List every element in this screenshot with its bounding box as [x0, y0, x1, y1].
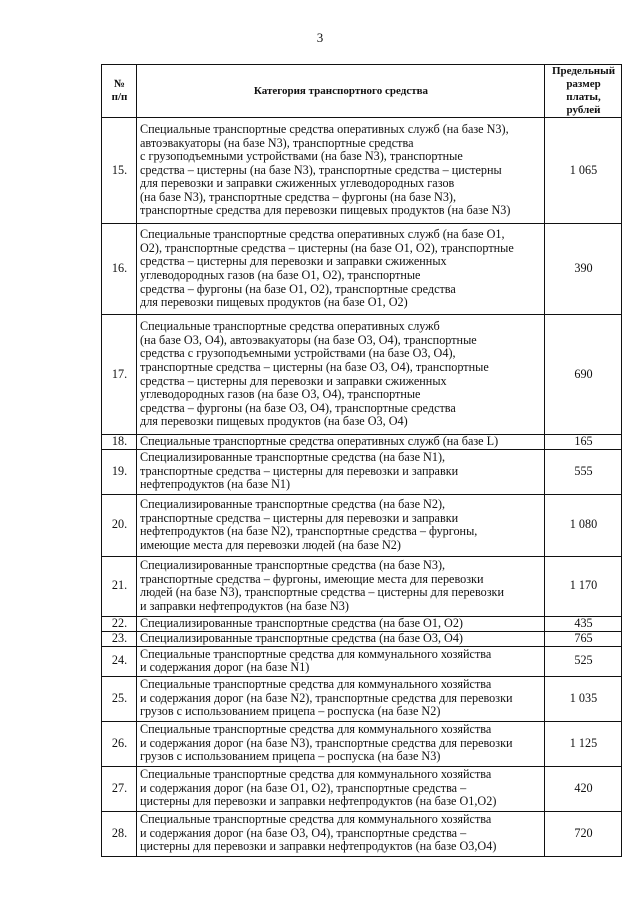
row-price: 1 125 [545, 721, 622, 766]
row-category: Специальные транспортные средства оперативных служб (на базе O3, O4), автоэвакуаторы (на базе O3, O4), транспортные средства с грузоподъемными устройствами (на базе O3, O4), транспортные средства – цистерны (на базе O3, O4), транспортные средства – цистерны для перевозки и заправки сжиженных углеводородных газов (на базе O3, O4), транспортные средства – фургоны (на базе O3, O4), транспортные средства для перевозки пищевых продуктов (на базе O3, O4) [137, 315, 545, 435]
table-row [102, 224, 622, 315]
tariff-table [101, 64, 622, 857]
row-category: Специальные транспортные средства для коммунального хозяйства и содержания дорог (на базе O3, O4), транспортные средства – цистерны для перевозки и заправки нефтепродуктов (на базе O3,O4) [137, 811, 545, 856]
row-category: Специальные транспортные средства для коммунального хозяйства и содержания дорог (на базе N2), транспортные средства для перевозки грузов с использованием прицепа – роспуска (на базе N2) [137, 676, 545, 721]
table-row [102, 494, 622, 556]
table-row [102, 721, 622, 766]
table-row [102, 315, 622, 435]
table-row [102, 631, 622, 646]
header-price: Предельный размер платы, рублей [545, 65, 622, 118]
row-price: 1 065 [545, 118, 622, 224]
table-row [102, 676, 622, 721]
row-number: 28. [102, 811, 137, 856]
row-number: 27. [102, 766, 137, 811]
row-number: 20. [102, 494, 137, 556]
row-category: Специальные транспортные средства оперативных служб (на базе O1, O2), транспортные средства – цистерны (на базе O1, O2), транспортные средства – цистерны для перевозки и заправки сжиженных углеводородных газов (на базе O1, O2), транспортные средства – фургоны (на базе O1, O2), транспортные средства для перевозки пищевых продуктов (на базе O1, O2) [137, 224, 545, 315]
table-row [102, 766, 622, 811]
table-row [102, 616, 622, 631]
row-number: 22. [102, 616, 137, 631]
row-price: 555 [545, 449, 622, 494]
header-category: Категория транспортного средства [137, 65, 545, 118]
row-number: 23. [102, 631, 137, 646]
row-number: 16. [102, 224, 137, 315]
table-row [102, 556, 622, 616]
row-price: 765 [545, 631, 622, 646]
row-price: 1 170 [545, 556, 622, 616]
table-row [102, 646, 622, 676]
row-category: Специализированные транспортные средства (на базе O1, O2) [137, 616, 545, 631]
row-category: Специальные транспортные средства для коммунального хозяйства и содержания дорог (на базе N3), транспортные средства для перевозки грузов с использованием прицепа – роспуска (на базе N3) [137, 721, 545, 766]
row-category: Специальные транспортные средства для коммунального хозяйства и содержания дорог (на базе O1, O2), транспортные средства – цистерны для перевозки и заправки нефтепродуктов (на базе O1,O2) [137, 766, 545, 811]
table-row [102, 118, 622, 224]
row-price: 720 [545, 811, 622, 856]
row-number: 19. [102, 449, 137, 494]
row-number: 17. [102, 315, 137, 435]
row-category: Специализированные транспортные средства (на базе N1), транспортные средства – цистерны для перевозки и заправки нефтепродуктов (на базе N1) [137, 449, 545, 494]
table-row [102, 811, 622, 856]
row-number: 24. [102, 646, 137, 676]
row-price: 165 [545, 435, 622, 450]
row-category: Специальные транспортные средства для коммунального хозяйства и содержания дорог (на базе N1) [137, 646, 545, 676]
page-number: 3 [316, 30, 324, 45]
table-row [102, 449, 622, 494]
row-number: 15. [102, 118, 137, 224]
row-price: 435 [545, 616, 622, 631]
row-category: Специальные транспортные средства оперативных служб (на базе L) [137, 435, 545, 450]
table-row [102, 435, 622, 450]
row-price: 420 [545, 766, 622, 811]
header-num: № п/п [102, 65, 137, 118]
row-category: Специализированные транспортные средства (на базе O3, O4) [137, 631, 545, 646]
row-category: Специальные транспортные средства оперативных служб (на базе N3), автоэвакуаторы (на базе N3), транспортные средства с грузоподъемными устройствами (на базе N3), транспортные средства – цистерны (на базе N3), транспортные средства – цистерны для перевозки и заправки сжиженных углеводородных газов (на базе N3), транспортные средства – фургоны (на базе N3), транспортные средства для перевозки пищевых продуктов (на базе N3) [137, 118, 545, 224]
row-price: 690 [545, 315, 622, 435]
row-category: Специализированные транспортные средства (на базе N3), транспортные средства – фургоны, имеющие места для перевозки людей (на базе N3), транспортные средства – цистерны для перевозки и заправки нефтепродуктов (на базе N3) [137, 556, 545, 616]
row-category: Специализированные транспортные средства (на базе N2), транспортные средства – цистерны для перевозки и заправки нефтепродуктов (на базе N2), транспортные средства – фургоны, имеющие места для перевозки людей (на базе N2) [137, 494, 545, 556]
row-price: 1 080 [545, 494, 622, 556]
row-price: 1 035 [545, 676, 622, 721]
row-number: 21. [102, 556, 137, 616]
row-price: 390 [545, 224, 622, 315]
table-header-row [102, 65, 622, 118]
row-number: 25. [102, 676, 137, 721]
row-number: 26. [102, 721, 137, 766]
row-number: 18. [102, 435, 137, 450]
row-price: 525 [545, 646, 622, 676]
